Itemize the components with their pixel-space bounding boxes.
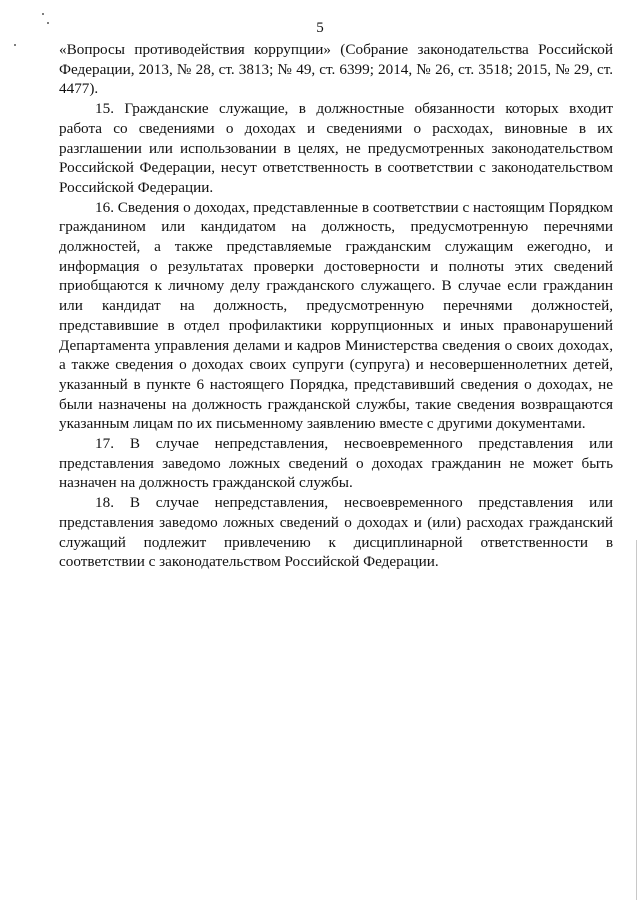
- paragraph-17: 17. В случае непредставления, несвоевременного представления или представления заведомо ложных сведений о доходах гражданин не может быть назначен на должность гражданской службы.: [59, 435, 613, 492]
- paragraph-15: 15. Гражданские служащие, в должностные обязанности которых входит работа со сведениями о доходах и сведениями о расходах, виновные в их разглашении или использовании в целях, не предусмотренных законодательством Российской Федерации, несут ответственность в соответствии с законодательством Российской Федерации.: [59, 100, 613, 196]
- paragraph-citation-continuation: «Вопросы противодействия коррупции» (Собрание законодательства Российской Федерации, 2013, № 28, ст. 3813; № 49, ст. 6399; 2014, № 26, ст. 3518; 2015, № 29, ст. 4477).: [59, 41, 613, 98]
- scan-speck: [42, 13, 44, 15]
- scan-speck: [14, 44, 16, 46]
- paragraph-16: 16. Сведения о доходах, представленные в соответствии с настоящим Порядком гражданином или кандидатом на должность, предусмотренную перечнями должностей, а также представляемые гражданским служащим ежегодно, и информация о результатах проверки достоверности и полноты этих сведений приобщаются к личному делу гражданского служащего. В случае если гражданин или кандидат на должность, предусмотренную перечнями должностей, представившие в отдел профилактики коррупционных и иных правонарушений Департамента управления делами и кадров Министерства сведения о своих доходах, а также сведения о доходах своих супруги (супруга) и несовершеннолетних детей, указанный в пункте 6 настоящего Порядка, представивший сведения о доходах, не были назначены на должность гражданской службы, такие сведения возвращаются указанным лицам по их письменному заявлению вместе с другими документами.: [59, 198, 613, 433]
- document-body: [59, 40, 613, 572]
- paragraph-18: 18. В случае непредставления, несвоевременного представления или представления заведомо ложных сведений о доходах и (или) расходах гражданский служащий подлежит привлечению к дисциплинарной ответственности в соответствии с законодательством Российской Федерации.: [59, 494, 613, 571]
- page-number: 5: [316, 20, 324, 36]
- scan-edge-line: [636, 540, 637, 900]
